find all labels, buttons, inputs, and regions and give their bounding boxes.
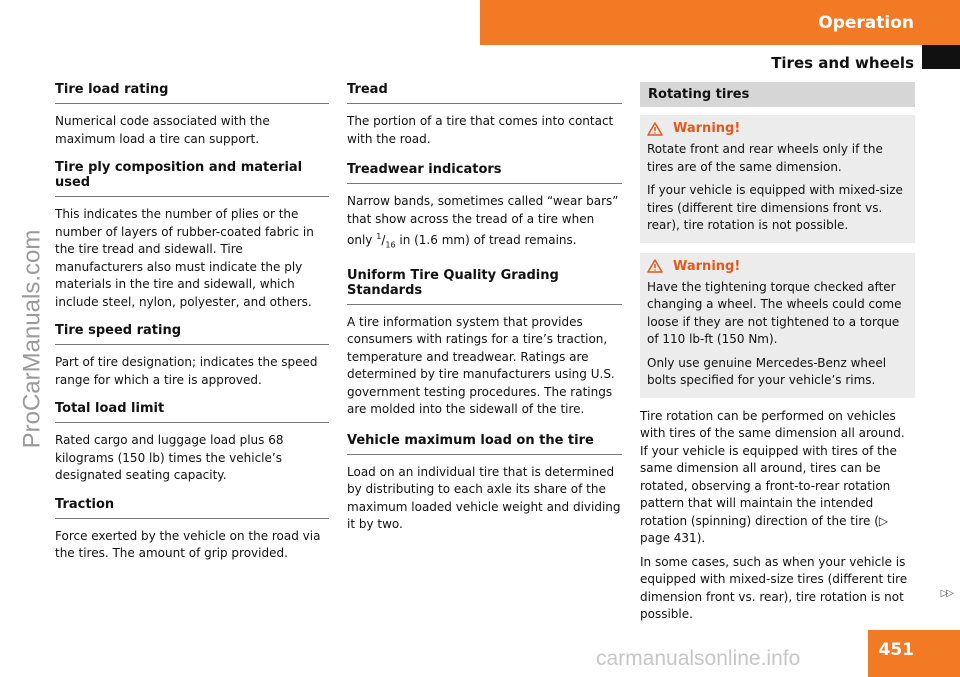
- warning-text: If your vehicle is equipped with mixed-size tires (different tire dimensions front vs. rear), tire rotation is not possible.: [647, 183, 903, 232]
- warning-text: Rotate front and rear wheels only if the tires are of the same dimension.: [647, 142, 883, 174]
- term-heading-tread: Tread: [347, 82, 622, 104]
- warning-triangle-icon: [647, 122, 663, 136]
- term-heading-utqg: Uniform Tire Quality Grading Standards: [347, 268, 622, 305]
- term-heading: Traction: [55, 497, 329, 519]
- term-heading-vehicle-max-load: Vehicle maximum load on the tire: [347, 433, 622, 455]
- page-number-tab: [868, 630, 960, 677]
- rotation-text: Tire rotation can be performed on vehicles with tires of the same dimension all around. If your vehicle is equipped with tires of the same dimension all around, tires can be rotated, observing a front-to-rear rotation pattern that will maintain the intended rotation (spinning) direction of the tire: [640, 408, 905, 528]
- warning-text: Only use genuine Mercedes-Benz wheel bolts specified for your vehicle’s rims.: [647, 355, 887, 387]
- continue-arrows-icon: ▷▷: [940, 588, 952, 599]
- rotating-tires-column: [640, 82, 915, 630]
- twi-text-a: Narrow bands, sometimes called “wear bars” that show across the tread of a tire when only: [347, 194, 619, 247]
- term-definition: Rated cargo and luggage load plus 68 kilograms (150 lb) times the vehicle’s designated seating capacity.: [55, 433, 284, 482]
- page-reference-link[interactable]: (▷ page 431).: [640, 513, 889, 545]
- rotation-paragraph-2: In some cases, such as when your vehicle is equipped with mixed-size tires (different tire dimension front vs. rear), tire rotation is not possible.: [640, 554, 908, 621]
- term-heading: Tire load rating: [55, 82, 329, 104]
- warning-label: Warning!: [673, 258, 741, 274]
- warning-triangle-icon: [647, 259, 663, 273]
- term-definition: Part of tire designation; indicates the speed range for which a tire is approved.: [55, 355, 318, 387]
- warning-box: [640, 253, 915, 398]
- term-heading-treadwear-indicators: Treadwear indicators: [347, 162, 622, 184]
- term-heading: Tire speed rating: [55, 323, 329, 345]
- term-definition-treadwear-indicators: [347, 193, 622, 254]
- term-definition-vehicle-max-load: Load on an individual tire that is determined by distributing to each axle its share of the maximum loaded vehicle weight and dividing it by two.: [347, 464, 621, 532]
- warning-box: [640, 115, 915, 243]
- rotation-paragraph: [640, 408, 915, 548]
- warning-text: Have the tightening torque checked after changing a wheel. The wheels could come loose if they are not tightened to a torque of 110 lb-ft (150 Nm).: [647, 279, 902, 346]
- glossary-column-2: [347, 82, 622, 548]
- page-number: 451: [878, 640, 914, 660]
- term-entry: [55, 323, 329, 389]
- footer-watermark: carmanualsonline.info: [596, 647, 801, 670]
- term-entry: [55, 401, 329, 485]
- subsection-title: Tires and wheels: [771, 54, 914, 72]
- corner-marker: [922, 45, 960, 69]
- section-title: Operation: [818, 12, 914, 33]
- watermark-text: ProCarManuals.com: [18, 229, 45, 448]
- term-entry: [55, 160, 329, 311]
- term-definition-utqg: A tire information system that provides consumers with ratings for a tire’s traction, temperature and treadwear. Ratings are determined by tire manufacturers using U.S. government testing procedures. The ratings are molded into the sidewall of the tire.: [347, 314, 615, 417]
- warning-label: Warning!: [673, 121, 741, 136]
- glossary-column-1: [55, 82, 329, 575]
- term-definition: Force exerted by the vehicle on the road via the tires. The amount of grip provided.: [55, 528, 321, 560]
- fraction-numerator: 1: [376, 232, 382, 241]
- fraction-slash: /: [381, 233, 386, 247]
- warning-header: [647, 121, 908, 136]
- term-heading: Total load limit: [55, 401, 329, 423]
- section-tab: [480, 0, 960, 45]
- fraction-denominator: 16: [385, 240, 396, 250]
- warning-header: [647, 259, 908, 274]
- rotating-tires-heading: Rotating tires: [640, 82, 915, 107]
- term-entry: [55, 497, 329, 563]
- term-definition: Numerical code associated with the maximum load a tire can support.: [55, 114, 270, 146]
- term-definition: This indicates the number of plies or the number of layers of rubber-coated fabric in the tire tread and sidewall. Tire manufacturers also must indicate the ply materials in the tire and sidewall, which include steel, nylon, polyester, and others.: [55, 207, 314, 309]
- twi-text-b: in (1.6 mm) of tread remains.: [395, 233, 577, 247]
- term-heading: Tire ply composition and material used: [55, 160, 329, 197]
- term-entry: [55, 82, 329, 148]
- term-definition-tread: The portion of a tire that comes into contact with the road.: [347, 114, 614, 146]
